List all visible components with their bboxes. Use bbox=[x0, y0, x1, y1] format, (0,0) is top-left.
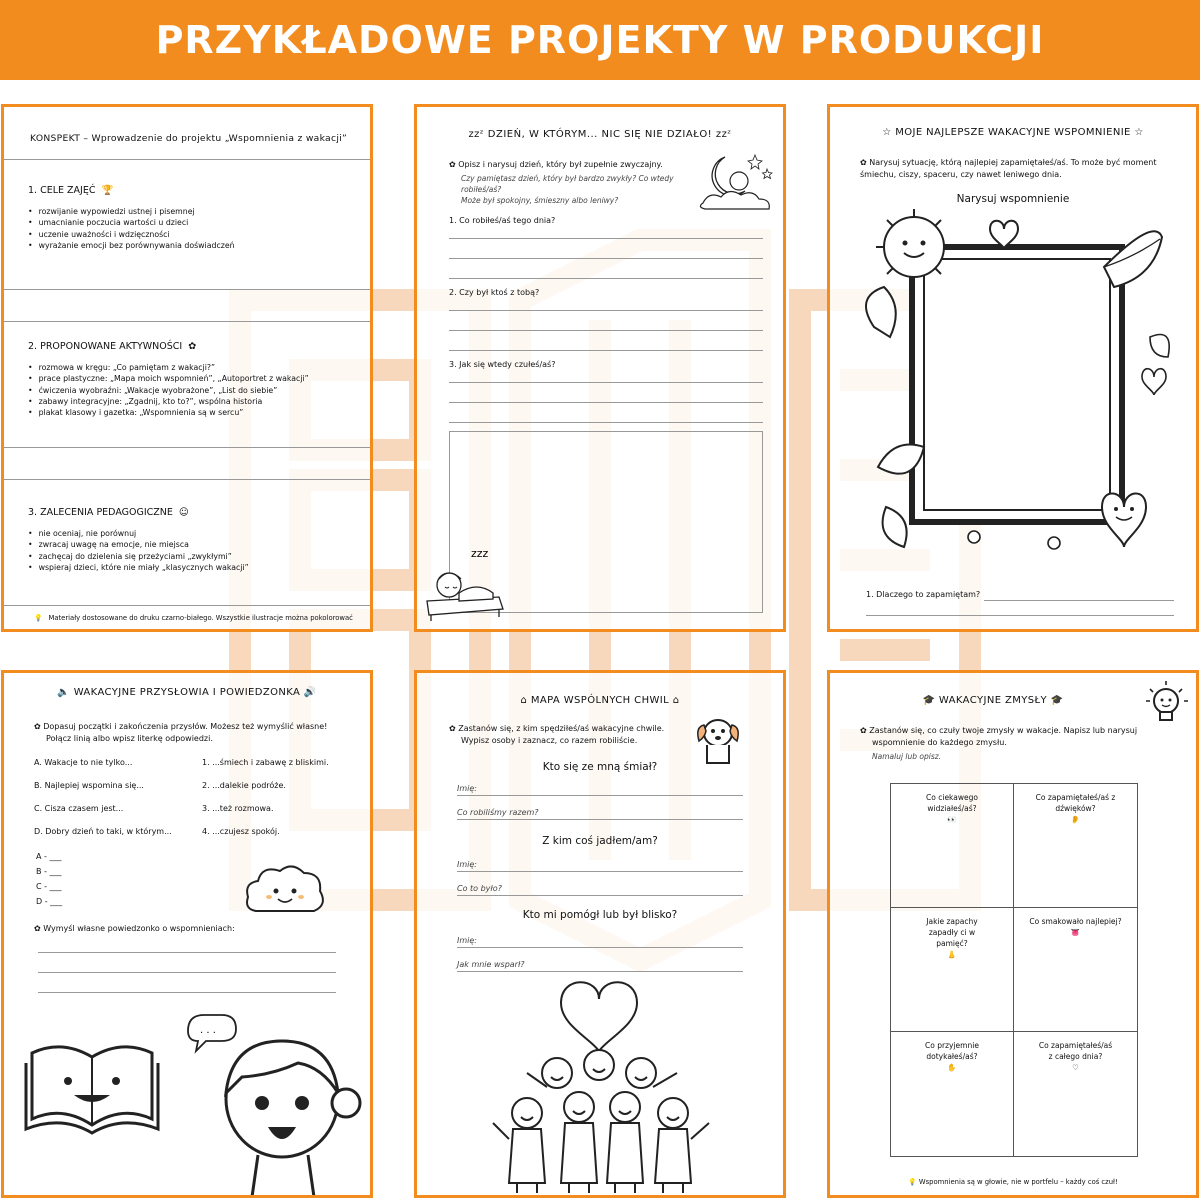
graduation-cap-icon: 🎓 bbox=[922, 695, 936, 706]
answer-line[interactable] bbox=[449, 239, 763, 259]
instruction: ✿ Zastanów się, z kim spędziłeś/aś wakacyjne chwile. Wypisz osoby i zaznacz, co razem robiliście. bbox=[449, 724, 665, 745]
own-saying-prompt: ✿ Wymyśl własne powiedzonko o wspomnieniach: bbox=[34, 924, 235, 933]
proverb-endings bbox=[202, 757, 372, 849]
section-activities bbox=[28, 341, 364, 418]
list-item: • zwracaj uwagę na emocje, nie miejsca bbox=[28, 539, 364, 550]
question-1: 1. Co robiłeś/aś tego dnia? bbox=[449, 216, 556, 225]
section-recommendations bbox=[28, 507, 364, 573]
section-title: 3. ZALECENIA PEDAGOGICZNE ☺ bbox=[28, 507, 189, 518]
proverb-ending: 2. ...dalekie podróże. bbox=[202, 781, 286, 790]
proverb-ending: 4. ...czujesz spokój. bbox=[202, 827, 280, 836]
sense-cell-sight[interactable]: Co ciekawego widziałeś/aś? 👀 bbox=[891, 784, 1014, 908]
instruction: ✿ Narysuj sytuację, którą najlepiej zapamiętałeś/aś. To może być moment śmiechu, ciszy, spaceru, czy nawet leniwego dnia. bbox=[860, 158, 1157, 179]
card-ordinary-day bbox=[414, 104, 786, 632]
field-row[interactable]: Co robiliśmy razem? bbox=[457, 807, 743, 820]
star-icon: ☆ bbox=[882, 127, 892, 138]
flower-icon: ✿ bbox=[449, 160, 456, 169]
list-item: • ćwiczenia wyobraźni: „Wakacje wyobrażone”, „List do siebie” bbox=[28, 385, 364, 396]
flower-icon: ✿ bbox=[34, 924, 44, 933]
house-icon: ⌂ bbox=[520, 695, 528, 706]
answer-slot[interactable]: C - ___ bbox=[36, 882, 62, 891]
field-row[interactable]: Imię: bbox=[457, 935, 743, 948]
answer-line[interactable] bbox=[449, 331, 763, 351]
sleep-z-icon: zzᶻ bbox=[715, 129, 732, 140]
list-item: • prace plastyczne: „Mapa moich wspomnień”, „Autoportret z wakacji” bbox=[28, 373, 364, 384]
sense-cell-hearing[interactable]: Co zapamiętałeś/aś z dźwięków? 👂 bbox=[1014, 784, 1137, 908]
proverb-start: D. Dobry dzień to taki, w którym... bbox=[34, 827, 172, 836]
flower-icon: ✿ bbox=[34, 722, 44, 731]
banner bbox=[0, 0, 1200, 80]
open-book-illustration bbox=[22, 1033, 162, 1143]
svg-text:zzz: zzz bbox=[471, 547, 489, 560]
field-row[interactable]: Jak mnie wsparł? bbox=[457, 959, 743, 972]
card-title: ☆ MOJE NAJLEPSZE WAKACYJNE WSPOMNIENIE ☆ bbox=[882, 127, 1144, 138]
speaker-icon: 🔈 bbox=[57, 687, 71, 698]
list-item: • rozwijanie wypowiedzi ustnej i pisemnej bbox=[28, 206, 360, 217]
moon-cloud-illustration bbox=[695, 147, 779, 219]
answer-line[interactable] bbox=[449, 403, 763, 423]
instruction: ✿ Zastanów się, co czuły twoje zmysły w wakacje. Napisz lub narysuj wspomnienie do każdego zmysłu. bbox=[860, 726, 1138, 747]
flower-icon: ✿ bbox=[860, 158, 867, 167]
divider bbox=[4, 321, 370, 322]
field-row[interactable]: Imię: bbox=[457, 783, 743, 796]
section-title: 1. CELE ZAJĘĆ 🏆 bbox=[28, 185, 114, 196]
sleeping-child-illustration bbox=[419, 537, 511, 623]
divider bbox=[4, 447, 370, 448]
divider bbox=[4, 605, 370, 606]
list-item: • uczenie uważności i wdzięczności bbox=[28, 229, 360, 240]
heart-icon: ♡ bbox=[1072, 1063, 1079, 1072]
smiling-cloud-illustration bbox=[242, 859, 328, 925]
card-title: ⌂ MAPA WSPÓLNYCH CHWIL ⌂ bbox=[520, 695, 680, 706]
hint: Namaluj lub opisz. bbox=[872, 752, 942, 761]
divider bbox=[4, 289, 370, 290]
answer-line[interactable] bbox=[38, 933, 336, 953]
list-item: • zabawy integracyjne: „Zgadnij, kto to?”, wspólna historia bbox=[28, 396, 364, 407]
list-item: • wyrażanie emocji bez porównywania doświadczeń bbox=[28, 240, 360, 251]
sleep-z-icon: zzᶻ bbox=[468, 129, 485, 140]
instruction: ✿ Opisz i narysuj dzień, który był zupełnie zwyczajny. bbox=[449, 160, 663, 169]
section-heading: Kto mi pomógł lub był blisko? bbox=[522, 909, 678, 921]
ear-icon: 👂 bbox=[1070, 815, 1081, 824]
divider bbox=[4, 159, 370, 160]
girl-talking-illustration bbox=[182, 1011, 372, 1197]
answer-line[interactable] bbox=[866, 615, 1174, 616]
card-senses bbox=[827, 670, 1199, 1198]
list-item: • nie oceniaj, nie porównuj bbox=[28, 528, 364, 539]
svg-text:. . .: . . . bbox=[200, 1025, 216, 1036]
brain-icon: ☺ bbox=[178, 507, 189, 518]
sense-cell-touch[interactable]: Co przyjemnie dotykałeś/aś? ✋ bbox=[891, 1032, 1014, 1156]
senses-grid bbox=[890, 783, 1138, 1157]
list-item: • umacnianie poczucia wartości u dzieci bbox=[28, 217, 360, 228]
list-item: • plakat klasowy i gazetka: „Wspomnienia są w sercu” bbox=[28, 407, 364, 418]
flower-icon: ✿ bbox=[188, 341, 197, 352]
section-goals bbox=[28, 185, 360, 251]
list-item: • zachęcaj do dzielenia się przeżyciami „zwykłymi” bbox=[28, 551, 364, 562]
flower-icon: ✿ bbox=[449, 724, 459, 733]
proverb-ending: 1. ...śmiech i zabawę z bliskimi. bbox=[202, 758, 329, 767]
eyes-icon: 👀 bbox=[947, 815, 957, 824]
senses-footer: 💡 Wspomnienia są w głowie, nie w portfelu – każdy coś czuł! bbox=[908, 1178, 1118, 1186]
card-konspekt bbox=[1, 104, 373, 632]
card-shared-moments bbox=[414, 670, 786, 1198]
proverb-start: C. Cisza czasem jest... bbox=[34, 804, 124, 813]
card-title: 🔈 WAKACYJNE PRZYSŁOWIA I POWIEDZONKA 🔊 bbox=[57, 687, 317, 698]
field-row[interactable]: Co to było? bbox=[457, 883, 743, 896]
flower-icon: ✿ bbox=[860, 726, 870, 735]
sense-cell-taste[interactable]: Co smakowało najlepiej? 👅 bbox=[1014, 908, 1137, 1032]
nose-icon: 👃 bbox=[947, 950, 957, 959]
card-best-memory bbox=[827, 104, 1199, 632]
card-title: 🎓 WAKACYJNE ZMYSŁY 🎓 bbox=[922, 695, 1064, 706]
answer-line[interactable] bbox=[38, 973, 336, 993]
heart-illustration bbox=[551, 973, 647, 1053]
sense-cell-smell[interactable]: Jakie zapachy zapadły ci w pamięć? 👃 bbox=[891, 908, 1014, 1032]
draw-label: Narysuj wspomnienie bbox=[956, 193, 1070, 205]
group-of-children-illustration bbox=[487, 1043, 717, 1195]
card-title: zzᶻ DZIEŃ, W KTÓRYM... NIC SIĘ NIE DZIAŁO! zzᶻ bbox=[468, 129, 732, 140]
question-3: 3. Jak się wtedy czułeś/aś? bbox=[449, 360, 556, 369]
proverb-start: B. Najlepiej wspomina się... bbox=[34, 781, 144, 790]
house-icon: ⌂ bbox=[672, 695, 680, 706]
instruction: ✿ Dopasuj początki i zakończenia przysłów. Możesz też wymyślić własne! Połącz linią albo wpisz literkę odpowiedzi. bbox=[34, 722, 328, 743]
answer-line[interactable] bbox=[449, 363, 763, 383]
hand-icon: ✋ bbox=[947, 1063, 957, 1072]
answer-slot[interactable]: A - ___ bbox=[36, 852, 62, 861]
sense-cell-whole-day[interactable]: Co zapamiętałeś/aś z całego dnia? ♡ bbox=[1014, 1032, 1137, 1156]
proverb-ending: 3. ...też rozmowa. bbox=[202, 804, 274, 813]
hint: Czy pamiętasz dzień, który był bardzo zwykły? Co wtedy robiłeś/aś? Może był spokojny, śmieszny albo leniwy? bbox=[461, 174, 674, 205]
konspekt-footer: 💡 Materiały dostosowane do druku czarno-białego. Wszystkie ilustracje można pokolorować bbox=[34, 614, 353, 622]
lightbulb-icon: 💡 bbox=[908, 1178, 919, 1186]
answer-line[interactable] bbox=[449, 383, 763, 403]
answer-slot[interactable]: D - ___ bbox=[36, 897, 63, 906]
list-item: • wspieraj dzieci, które nie miały „klasycznych wakacji” bbox=[28, 562, 364, 573]
divider bbox=[4, 479, 370, 480]
answer-line[interactable] bbox=[449, 311, 763, 331]
graduation-cap-icon: 🎓 bbox=[1050, 695, 1064, 706]
field-row[interactable]: Imię: bbox=[457, 859, 743, 872]
question-1: 1. Dlaczego to zapamiętam? bbox=[866, 589, 1174, 601]
star-icon: ☆ bbox=[1134, 127, 1144, 138]
proverb-start: A. Wakacje to nie tylko... bbox=[34, 758, 133, 767]
konspekt-header: KONSPEKT – Wprowadzenie do projektu „Wspomnienia z wakacji” bbox=[30, 133, 348, 144]
proverb-starts bbox=[34, 757, 194, 849]
section-heading: Z kim coś jadłem/am? bbox=[542, 835, 658, 847]
answer-line[interactable] bbox=[984, 591, 1174, 601]
banner-title: PRZYKŁADOWE PROJEKTY W PRODUKCJI bbox=[155, 18, 1045, 62]
answer-line[interactable] bbox=[449, 259, 763, 279]
section-heading: Kto się ze mną śmiał? bbox=[542, 761, 658, 773]
decorated-frame-illustration bbox=[854, 207, 1174, 577]
answer-slots bbox=[36, 851, 62, 911]
puppy-illustration bbox=[693, 711, 743, 767]
list-item: • rozmowa w kręgu: „Co pamiętam z wakacji?” bbox=[28, 362, 364, 373]
speaker-icon: 🔊 bbox=[303, 687, 317, 698]
card-proverbs bbox=[1, 670, 373, 1198]
section-title: 2. PROPONOWANE AKTYWNOŚCI ✿ bbox=[28, 341, 197, 352]
answer-line[interactable] bbox=[449, 219, 763, 239]
trophy-icon: 🏆 bbox=[101, 185, 114, 196]
tongue-icon: 👅 bbox=[1070, 928, 1081, 937]
question-2: 2. Czy był ktoś z tobą? bbox=[449, 288, 540, 297]
answer-slot[interactable]: B - ___ bbox=[36, 867, 62, 876]
answer-line[interactable] bbox=[38, 953, 336, 973]
answer-line[interactable] bbox=[449, 291, 763, 311]
lightbulb-icon: 💡 bbox=[34, 614, 43, 622]
lightbulb-icon bbox=[1144, 679, 1192, 731]
